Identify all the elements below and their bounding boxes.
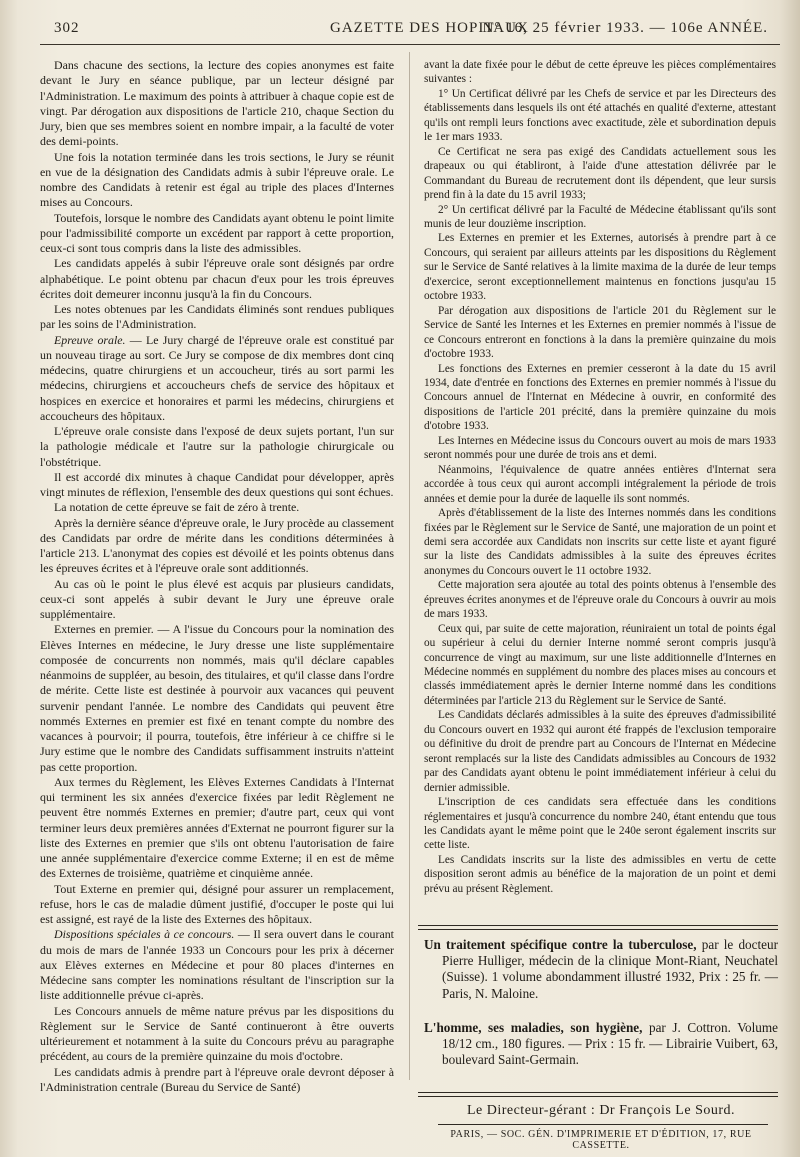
paragraph-text: La notation de cette épreuve se fait de zéro à trente. (54, 500, 300, 515)
paragraph-text: — Il sera ouvert dans le courant du mois de mars de l'année 1933 un Concours pour les prix à décerner aux Elèves externes en Médecine et pour 80 places d'internes en Médecine sans compter les nominations résultant de l'inscription sur la liste additionnelle prévue ci-après. (40, 927, 394, 1003)
paragraph-text: Au cas où le point le plus élevé est acquis par plusieurs candidats, ceux-ci sont appelés à subir devant le Jury une épreuve orale supplémentaire. (40, 576, 394, 621)
paragraph-text: Les notes obtenues par les Candidats éliminés sont rendues publiques par les soins de l'Administration. (40, 302, 394, 332)
section-runin-heading: Dispositions spéciales à ce concours. (54, 927, 235, 942)
right-paragraph: Les fonctions des Externes en premier cesseront à la date du 15 avril 1934, date d'entrée en fonctions des Externes en premier nommés à l'issue du Concours annuel de l'Internat en Médecine à ouvrir, en conformité des dispositions de l'article 201 précité, dans la première quinzaine du mois d'otobre 1933. (424, 362, 776, 433)
left-paragraph (40, 577, 394, 623)
paragraph-text: Tout Externe en premier qui, désigné pour assurer un remplacement, refuse, hors le cas de maladie dûment justifié, d'occuper le poste qui lui est assigné, est rayé de la liste des Externes des hôpitaux. (40, 881, 394, 926)
book-title: Un traitement spécifique contre la tuberculose, (424, 937, 697, 952)
column-divider (409, 52, 410, 1080)
section-rule-bottom (418, 1092, 778, 1097)
book-details: par le docteur Pierre Hulliger, médecin de la clinique Mont-Riant, Neuchatel (Suisse). 1 volume abondamment illustré 1932, Prix : 25 fr. — Paris, N. Maloine. (442, 937, 778, 1001)
right-paragraph: Par dérogation aux dispositions de l'article 201 du Règlement sur le Service de Santé les Internes et les Externes en premier nommés à l'issue de ce Concours entreront en fonctions à la dans la première quinzaine du mois d'octobre 1933. (424, 304, 776, 361)
left-paragraph (40, 516, 394, 577)
paragraph-text: Les candidats appelés à subir l'épreuve orale sont désignés par ordre alphabétique. Le point obtenu par chacun d'eux pour les trois épreuves écrites doit demeurer inconnu jusqu'à la fin du Concours. (40, 256, 394, 301)
right-column (424, 58, 776, 896)
issue-line: N° 16, 25 février 1933. — 106e ANNÉE. (482, 20, 768, 36)
paragraph-text: Externes en premier. — A l'issue du Concours pour la nomination des Elèves Internes en médecine, le Jury dresse une liste supplémentaire composée de concurrents non nommés, mais qu'il déclare capables néanmoins de suppléer, au besoin, des titulaires, et qu'il classe dans l'ordre de mérite. Cette liste est destinée à pourvoir aux vacances qui peuvent survenir pendant l'année. Le nombre des Candidats qui peuvent être nommés Externes en premier est fixé en tenant compte du nombre des vacances à pourvoir; il pourra, toutefois, être inférieur à ce chiffre si le Jury estime que le nombre des Candidats suffisamment instruits n'atteint pas cette proportion. (40, 622, 394, 774)
book-details: par J. Cottron. Volume 18/12 cm., 180 figures. — Prix : 15 fr. — Librairie Vuibert, 63, boulevard Saint-Germain. (442, 1019, 778, 1068)
paragraph-text: L'épreuve orale consiste dans l'exposé de deux sujets portant, l'un sur la pathologie médicale et l'autre sur la pathologie chirurgicale ou l'obstétrique. (40, 424, 394, 469)
left-paragraph (40, 424, 394, 470)
paragraph-text: Les candidats admis à prendre part à l'épreuve orale devront déposer à l'Administration centrale (Bureau du Service de Santé) (40, 1064, 394, 1094)
right-paragraph: Les Candidats déclarés admissibles à la suite des épreuves d'admissibilité du Concours ouvert en 1932 qui auront été frappés de l'exclusion temporaire ou définitive du droit de prendre part au Concours de l'Internat en Médecine seront remplacés sur la liste des Candidats admissibles au Concours de 1932 par des Candidats ayant obtenu le point immédiatement inférieur à celui du dernier admissible. (424, 709, 776, 794)
right-paragraph: Ce Certificat ne sera pas exigé des Candidats actuellement sous les drapeaux ou qui établiront, à l'aide d'une attestation délivrée par le Commandant du Bureau de recrutement dont ils dépendent, que leur sursis prend fin à la date du 15 avril 1933; (424, 145, 776, 202)
bibliography (424, 937, 778, 1068)
book-title: L'homme, ses maladies, son hygiène, (424, 1019, 643, 1035)
paragraph-text: Dans chacune des sections, la lecture des copies anonymes est faite devant le Jury en séance publique, par un lecteur désigné par l'Administration. Le maximum des points à attribuer à chaque copie est de vingt. Par dérogation aux dispositions de l'article 210, chaque Section du Jury, bien que ses membres soient en nombre impair, a la faculté de voter des demi-points. (40, 58, 394, 149)
journal-title: GAZETTE DES HOPITAUX (330, 20, 529, 36)
page-header (40, 18, 768, 40)
right-paragraph: Les Internes en Médecine issus du Concours ouvert au mois de mars 1933 seront nommés pour une durée de trois ans et demi. (424, 434, 776, 462)
right-paragraph: Ceux qui, par suite de cette majoration, réuniraient un total de points égal ou supérieur à celui du dernier Interne nommé seront compris jusqu'à concurrence de vingt au maximum, sur une liste additionnelle d'Internes en Médecine nommés en supplément du nombre des places mises au concours et classés immédiatement après le dernier Interne nommé dans les conditions déterminées par l'article 213 du Règlement sur le Service de Santé. (424, 622, 776, 707)
left-paragraph (40, 211, 394, 257)
left-paragraph (40, 150, 394, 211)
left-paragraph (40, 927, 394, 1003)
paragraph-text: Toutefois, lorsque le nombre des Candidats ayant obtenu le point limite pour l'admissibilité comporte un excédent par rapport à cette proportion, ceux-ci sont tous compris dans la liste des admissibles. (40, 210, 394, 255)
left-paragraph (40, 58, 394, 150)
left-paragraph (40, 333, 394, 425)
paragraph-text: Une fois la notation terminée dans les trois sections, le Jury se réunit en vue de la désignation des Candidats admis à subir l'épreuve orale. Le nombre des Candidats à retenir est égal au triple des places d'Internes mises au Concours. (40, 149, 394, 210)
director-line: Le Directeur-gérant : Dr François Le Sourd. (466, 1103, 736, 1118)
right-paragraph: Les Candidats inscrits sur la liste des admissibles en vertu de cette disposition seront admis au bénéfice de la majoration de un point et demi prévu au présent Règlement. (424, 853, 776, 895)
right-paragraph: Néanmoins, l'équivalence de quatre années entières d'Internat sera accordée à tous ceux qui auront accompli intégralement la période de trois années et demie pour la durée de laquelle ils sont nommés. (424, 463, 776, 505)
left-paragraph (40, 302, 394, 333)
imprint-rule (438, 1124, 768, 1125)
page-number: 302 (54, 20, 80, 36)
left-column (40, 58, 394, 1095)
left-paragraph (40, 622, 394, 775)
right-paragraph: 1° Un Certificat délivré par les Chefs de service et par les Directeurs des établissements dans lesquels ils ont été attachés en qualité d'externe, attestant qu'ils ont rempli leurs fonctions avec exactitude, zèle et subordination depuis le 1er mars 1933. (424, 87, 776, 144)
paragraph-text: Les Concours annuels de même nature prévus par les dispositions du Règlement sur le Service de Santé continueront à être ouverts ultérieurement et notamment à la suite du Concours prévu au paragraphe précédent, au cours de la première quinzaine du mois d'octobre. (40, 1003, 394, 1064)
bibliography-entry (424, 937, 778, 1002)
left-paragraph (40, 470, 394, 501)
right-paragraph: 2° Un certificat délivré par la Faculté de Médecine établissant qu'ils sont munis de leur douzième inscription. (424, 203, 776, 230)
left-paragraph (40, 1065, 394, 1096)
paragraph-text: Il est accordé dix minutes à chaque Candidat pour développer, après vingt minutes de réflexion, l'ensemble des deux questions qui sont échues. (40, 469, 394, 499)
left-paragraph (40, 500, 394, 515)
right-paragraph: Les Externes en premier et les Externes, autorisés à prendre part à ce Concours, qui seraient par ailleurs atteints par les dispositions du Règlement sur le Service de Santé relatives à la limite maxima de la durée de leur temps d'exercice, seront exceptionnellement maintenus en fonctions jusqu'au 15 octobre 1933. (424, 232, 776, 303)
left-paragraph (40, 256, 394, 302)
right-paragraph: Cette majoration sera ajoutée au total des points obtenus à l'ensemble des épreuves écrites anonymes et de l'épreuve orale du Concours à ouvrir au mois de mars 1933. (424, 579, 776, 621)
left-paragraph (40, 775, 394, 882)
bibliography-entry (424, 1020, 778, 1069)
left-paragraph (40, 882, 394, 928)
paragraph-text: Après la dernière séance d'épreuve orale, le Jury procède au classement des Candidats par ordre de mérite dans les conditions déterminées à l'article 213. L'anonymat des copies est dévoilé et les points obtenus dans les épreuves écrites et à l'épreuve orale sont additionnés. (40, 515, 394, 576)
imprint-line: PARIS, — SOC. GÉN. D'IMPRIMERIE ET D'ÉDITION, 17, RUE CASSETTE. (450, 1129, 752, 1151)
header-rule (40, 44, 780, 45)
section-rule-top (418, 925, 778, 930)
right-paragraph: Après d'établissement de la liste des Internes nommés dans les conditions fixées par le Règlement sur le Service de Santé, une majoration de un point et demi sera accordée aux Candidats non inscrits sur cette liste et ayant figuré sur la liste des Candidats admissibles à la suite des épreuves écrites anonymes du Concours ouvert le 11 octobre 1932. (424, 507, 776, 577)
paragraph-text: Aux termes du Règlement, les Elèves Externes Candidats à l'Internat qui terminent les six années d'exercice fixées par ledit Règlement ne peuvent être nommés Externes en premier; d'autre part, ceux qui vont terminer leurs deux premières années d'Externat ne pourront figurer sur la liste des Externes en premier que s'ils ont obtenu l'autorisation de faire une année supplémentaire d'exercice comme Externe; il en est de même des Externes de troisième, quatrième et cinquième année. (40, 774, 394, 881)
right-paragraph: avant la date fixée pour le début de cette épreuve les pièces complémentaires suivantes : (424, 59, 776, 86)
right-paragraph: L'inscription de ces candidats sera effectuée dans les conditions réglementaires et jusqu'à concurrence du nombre 240, étant entendu que tous les Candidats ayant le même point que le 240e seront également inscrits sur cette liste. (424, 796, 776, 852)
left-paragraph (40, 1004, 394, 1065)
paragraph-text: — Le Jury chargé de l'épreuve orale est constitué par un nouveau tirage au sort. Ce Jury se compose de dix membres dont cinq médecins, quatre chirurgiens et un accoucheur, tirés au sort parmi les médecins, chirurgiens et accoucheurs chefs de service des hôpitaux et hospices en exercice et honoraires et parmi les médecins, chirurgiens et accoucheurs des hôpitaux. (40, 332, 394, 423)
section-runin-heading: Epreuve orale. (54, 332, 126, 347)
